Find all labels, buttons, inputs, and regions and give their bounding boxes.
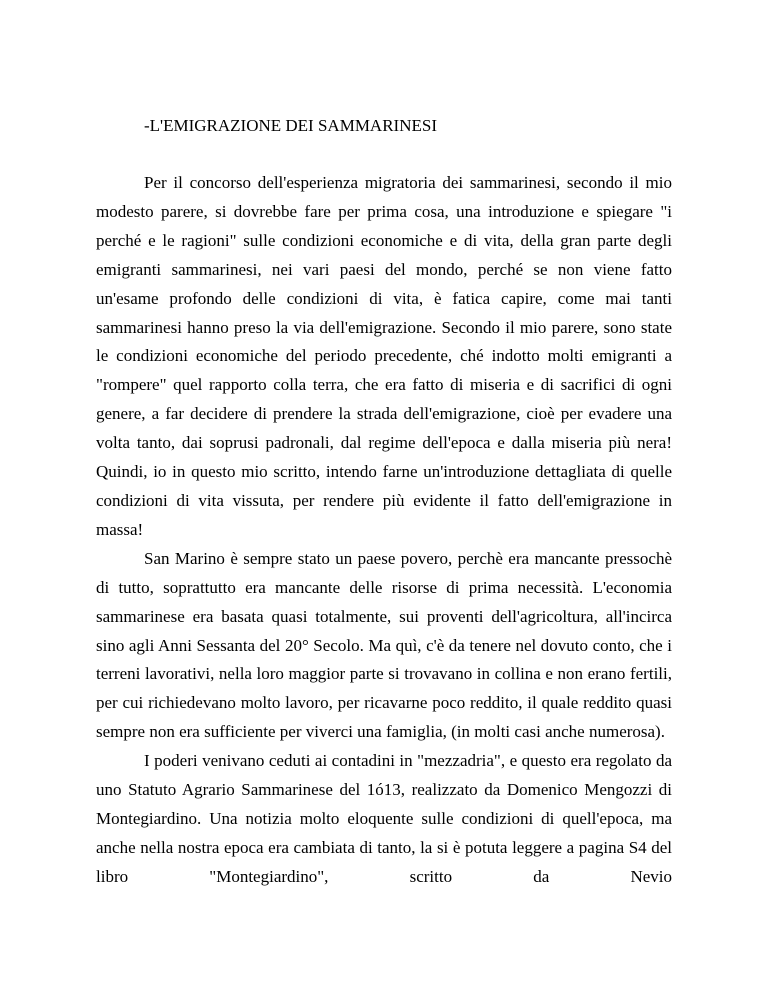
paragraph-3: I poderi venivano ceduti ai contadini in "mezzadria", e questo era regolato da uno Statuto Agrario Sammarinese del 1ó13, realizzato da Domenico Mengozzi di Montegiardino. Una notizia molto eloquente sulle condizioni di quell'epoca, ma anche nella nostra epoca era cambiata di tanto, la si è potuta leggere a pagina S4 del libro "Montegiardino", scritto da Nevio: [96, 751, 672, 886]
document-title: -L'EMIGRAZIONE DEI SAMMARINESI: [144, 116, 437, 135]
paragraph-1: Per il concorso dell'esperienza migratoria dei sammarinesi, secondo il mio modesto parere, si dovrebbe fare per prima cosa, una introduzione e spiegare "i perché e le ragioni" sulle condizioni economiche e di vita, della gran parte degli emigranti sammarinesi, nei vari paesi del mondo, perché se non viene fatto un'esame profondo delle condizioni di vita, è fatica capire, come mai tanti sammarinesi hanno preso la via dell'emigrazione. Secondo il mio parere, sono state le condizioni economiche del periodo precedente, ché indotto molti emigranti a "rompere" quel rapporto colla terra, che era fatto di miseria e di sacrifici di ogni genere, a far decidere di prendere la strada dell'emigrazione, cioè per evadere una volta tanto, dai soprusi padronali, dal regime dell'epoca e dalla miseria più nera! Quindi, io in questo mio scritto, intendo farne un'introduzione dettagliata di quelle condizioni di vita vissuta, per rendere più evidente il fatto dell'emigrazione in massa!: [96, 173, 672, 539]
document-body: [96, 169, 672, 892]
paragraph-2: San Marino è sempre stato un paese povero, perchè era mancante pressochè di tutto, soprattutto era mancante delle risorse di prima necessità. L'economia sammarinese era basata quasi totalmente, sui proventi dell'agricoltura, all'incirca sino agli Anni Sessanta del 20° Secolo. Ma quì, c'è da tenere nel dovuto conto, che i terreni lavorativi, nella loro maggior parte si trovavano in collina e non erano fertili, per cui richiedevano molto lavoro, per ricavarne poco reddito, il quale reddito quasi sempre non era sufficiente per viverci una famiglia, (in molti casi anche numerosa).: [96, 548, 672, 742]
